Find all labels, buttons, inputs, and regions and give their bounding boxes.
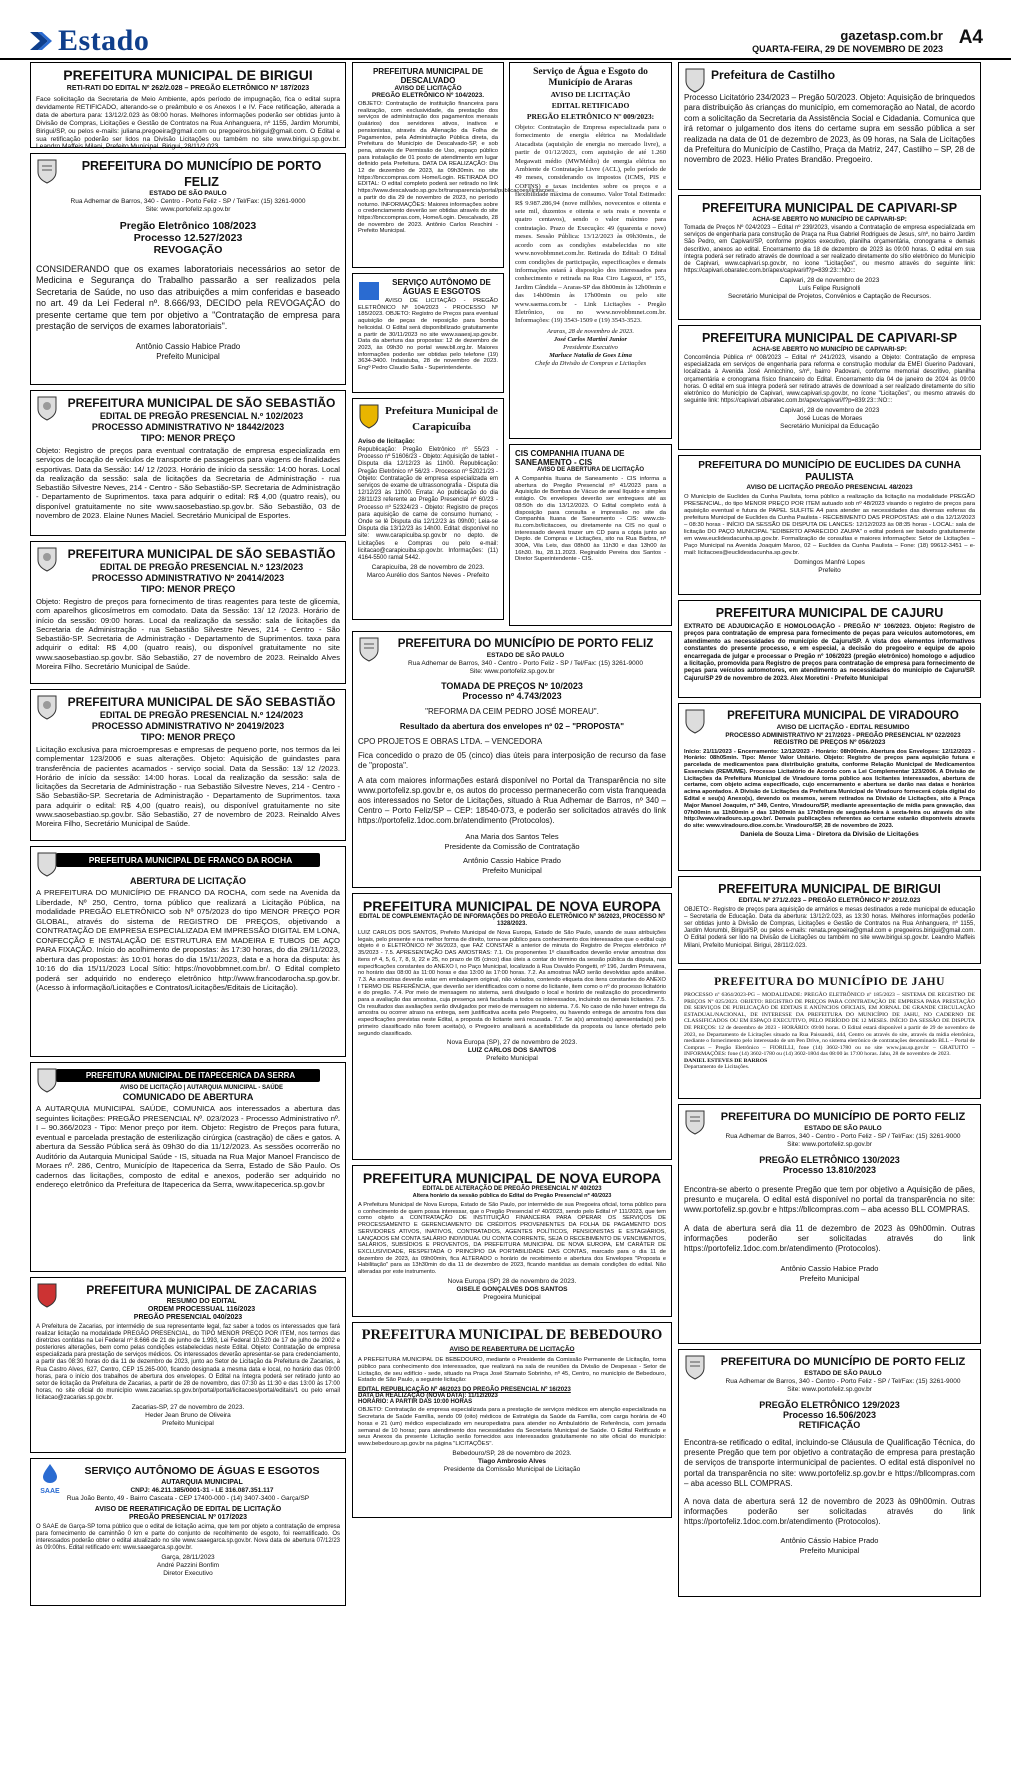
ad-title: PREFEITURA DO MUNICÍPIO DE JAHU: [714, 976, 945, 988]
ad-date: Capivari, 28 de novembro de 2023: [779, 277, 880, 285]
ad-signer: Tiago Ambrosio Alves: [477, 1457, 547, 1465]
ad-signer-role: Presidente da Comissão Municipal de Licitação: [443, 1465, 581, 1473]
ad-line-1: ACHA-SE ABERTO NO MUNICÍPIO DE CAPIVARI-SP:: [752, 216, 907, 223]
ad-date: Nova Europa (SP) 28 de novembro de 2023.: [447, 1277, 577, 1285]
ad-line-3: DATA DA REALIZAÇÃO (NOVA DATA): 11/12/2023: [358, 1393, 498, 1400]
ad-title: PREFEITURA MUNICIPAL DE BEBEDOURO: [361, 1327, 663, 1343]
ad-line-1: AUTARQUIA MUNICIPAL: [161, 1479, 243, 1486]
saae-logo: [36, 1463, 64, 1495]
ad-line-1: EDITAL DE PREGÃO PRESENCIAL N.º 124/2023: [99, 710, 304, 720]
ad-title: PREFEITURA MUNICIPAL DE CAPIVARI-SP: [701, 201, 958, 215]
ad-body: Objeto: Contratação de Empresa especializada para o fornecimento de energia elétrica na Modalidade Atacadista (aquisição de energia no mercado livre), a partir de 01/12/2023, com aquisição de até 1.260 Megawatt médio (MWMédio) de energia elétrica no Ambiente de Contratação Livre (ACL), pelo período de 49 meses, considerando os impostos (ICMS, PIS e COFINS) e taxas incidentes sobre os preços e a flexibilidade máxima de consumo. Valor Total Estimado: R$ 9.987.286,94 (nove milhões, novecentos e oitenta e sete mil, duzentos e oitenta e seis reais e noventa e quatro centavos), sendo o valor máximo para contratação. Prazo de Execução: 49 (quarenta e nove) meses. Sessão Pública: 13/12/2023 às 09h30min., de acordo com as condições estabelecidas no site www.novobbmnet.com.br. Retirada do Edital: O Edital com condições de participação, especificações e demais informações estará à disposição dos interessados para conhecimento e retirada na Rua Ciro Lagazzi, nº 155, Jardim Cândida – Araras-SP das 8h00min às 12h00min e das 14h00min às 17h00min ou pelo site www.saema.com.br - Link Licitações - Pregão Eletrônico, ou no www.novobbmnet.com.br. Informações: (19) 3543-1509 e (19) 3543-3523.: [515, 124, 666, 325]
ad-paragraph-1: Fica concedido o prazo de 05 (cinco) dias úteis para interposição de recurso da fase de "proposta".: [358, 751, 666, 770]
ad-line-1: AVISO DE LICITAÇÃO PREGÃO PRESENCIAL 48/2023: [746, 484, 913, 491]
ad-porto-feliz-4: [678, 1349, 981, 1597]
ad-line-1: AVISO DE REABERTURA DE LICITAÇÃO: [449, 1346, 575, 1353]
ad-line-2: PREGÃO ELETRÔNICO Nº 104/2023.: [371, 92, 485, 99]
ad-signer-role: Prefeito Municipal: [156, 352, 220, 362]
ad-signer-2-role: Prefeito Municipal: [482, 866, 542, 875]
ad-line-2: Altera horário da sessão pública do Edital do Pregão Presencial nº 40/2023: [412, 1193, 612, 1199]
ad-castilho: [678, 62, 981, 190]
coat-of-arms-icon: [36, 1067, 58, 1093]
section-title: Estado: [58, 24, 150, 57]
ad-body: Processo Licitatório 234/2023 – Pregão 50/2023. Objeto: Aquisição de brinquedos para distribuição às crianças do município, em comemoração ao Natal, de acordo com a solicitação da Secretaria da Assistência Social e Cidadania. Comunica que irá retomar o julgamento dos itens do certame supra em sessão pública a ser realizada na data de 01 de dezembro de 2023, às 09 horas, na Sala de Licitações da Prefeitura do Município de Castilho, Praça da Matriz, 247, Castilho – SP, 28 de novembro de 2023. Hélio Prates Brandão. Pregoeiro.: [684, 93, 975, 165]
ad-state: ESTADO DE SÃO PAULO: [486, 652, 565, 659]
edition-date: QUARTA-FEIRA, 29 DE NOVEMBRO DE 2023: [752, 44, 943, 54]
ad-cajuru: [678, 600, 981, 698]
ad-line-2: Processo 12.527/2023: [133, 232, 243, 244]
ad-address: Rua Adhemar de Barros, 340 - Centro - Porto Feliz - SP / Tel/Fax: (15) 3261-9000: [725, 1133, 961, 1140]
coat-of-arms-icon: [36, 395, 58, 421]
ad-euclides-da-cunha: [678, 455, 981, 595]
ad-sao-sebastiao-1: [30, 390, 346, 536]
coat-of-arms-icon: [36, 851, 58, 877]
ad-line-3: REVOGAÇÃO: [153, 244, 223, 256]
ad-line-1: ACHA-SE ABERTO NO MUNICÍPIO DE CAPIVARI-SP:: [752, 346, 907, 353]
ad-line-2: PROCESSO ADMINISTRATIVO Nº 217/2023 - PREGÃO PRESENCIAL Nº 022/2023: [725, 731, 961, 739]
ad-signer-role: Prefeito Municipal: [486, 1055, 538, 1063]
ad-body: Republicação: Pregão Eletrônico nº 55/23 - Processo nº 51606/23 - Objeto: Aquisição de tablet - Disputa dia 12/12/23 às 11h00. Republicação: Pregão Eletrônico nº 56/23 - Processo nº 52021/23 - Objeto: Contratação de empresa especializada em serviços de exame de ultrassonografia - Disputa dia 12/12/23 às 11h00. Errata: Ao publicação do dia 28/11/23 referente ao Pregão Presencial nº 60/23 - Processo nº 52324/23 - Objeto: Registro de preços para aquisição de carne de consumo humano; - Onde se lê Disputa dia 12/12/23 às 09h00; Leia-se Disputa dia 13/12/23 às 14h00. Edital: disponível no site: www.carapicuiba.sp.gov.br no depto. de Licitações e Compras ou pelo e-mail: licitacao@carapicuiba.sp.gov.br. Informações: (11) 4164-5500 ramal 5442.: [358, 447, 498, 562]
ad-line-2: PROCESSO ADMINISTRATIVO Nº 18442/2023: [91, 422, 285, 432]
ad-signer-role: Prefeito: [818, 566, 841, 574]
ad-date: Capivari, 28 de novembro de 2023: [779, 407, 880, 415]
ad-paragraph-2: A data de abertura será dia 11 de dezembro de 2023 às 09h00min. Outras informações poderão ser solicitadas através do link https://portofeliz.1doc.com.br/atendimento (Protocolos).: [684, 1223, 975, 1254]
ad-title: ABERTURA DE LICITAÇÃO: [130, 876, 246, 886]
ad-title: PREFEITURA MUNICIPAL DE VIRADOURO: [727, 710, 959, 722]
ad-line-3: PREGÃO ELETRÔNICO Nº 009/2023:: [526, 112, 655, 121]
ad-line-1: RESUMO DO EDITAL: [166, 1298, 237, 1305]
ad-site: Site: www.portofeliz.sp.gov.br: [469, 668, 555, 675]
ad-line-1: AVISO DE LICITAÇÃO: [394, 85, 462, 92]
ad-result: Resultado da abertura dos envelopes nº 02 – "PROPOSTA": [399, 722, 625, 731]
ad-paragraph-1: Encontra-se aberto o presente Pregão que tem por objetivo a Aquisição de pães, presunto e muçarela. O edital está disponível no portal da transparência no site: www.portofeliz.sp.gov.br e https://bllcompras.com – aba acesso BLL COMPRAS.: [684, 1185, 975, 1215]
ad-title: Serviço de Água e Esgoto do Município de Araras: [533, 67, 648, 88]
ad-line-4: HORÁRIO: A PARTIR DAS 10:00 HORAS: [358, 1399, 473, 1406]
ad-body-1: A PREFEITURA MUNICIPAL DE BEBEDOURO, mediante o Presidente da Comissão Permanente de Licitação, torna público para conhecimento dos interessados, que realizará na sala de reuniões da Divisão de Despesas - Setor de Licitação, de seu edifício - sede, situado na Praça José Stamato Sobrinho, nº 45, Centro, no município de Bebedouro, Estado de São Paulo, a seguinte licitação:: [358, 1357, 666, 1384]
ad-signer-2: Antônio Cassio Habice Prado: [463, 856, 561, 865]
ad-body: Licitação exclusiva para microempresas e empresas de pequeno porte, nos termos da lei complementar 123/2006 e suas alterações. Objeto: Aquisição de guindastes para transferência de pacientes acamados - serviço social. Data da Sessão: 13/ 12 /2023. Horário de início da sessão: 14:00 horas. Local da realização da sessão: sala de licitações da Secretaria de Administração - rua Sebastião Silvestre Neves, 214 - Centro - São Sebastião-SP. Secretaria de Administração - Departamento de Suprimentos. taxa para adquirir o edital: R$ 4,00 (quatro reais), ou disponível gratuitamente no site www.saosebastiao.sp.gov.br. São Sebastião, 27 de novembro de 2023. Reinaldo Alves Moreira Filho, Secretário Municipal de Saúde.: [36, 745, 340, 829]
ad-nova-europa-1: [352, 893, 672, 1160]
ad-body: PROCESSO nº 6364/2023-PG – MODALIDADE: PREGÃO ELETRÔNICO nº 185/2023 – SISTEMA DE REGISTRO DE PREÇOS Nº 025/2023. OBJETO: REGISTRO DE PREÇOS PARA CONTRATAÇÃO DE EMPRESA PARA PRESTAÇÃO DE SERVIÇOS DE PUBLICAÇÃO DE EDITAIS E ANÚNCIOS OFICIAIS, EM JORNAL DE GRANDE CIRCULAÇÃO ESTADUAL/NACIONAL, DE INTERESSE DA PREFEITURA DO MUNICÍPIO DE JAHU, NO CADERNO DE CLASSIFICADOS OU EM ESPAÇO EXECUTIVO, PELO PERÍODO DE 12 MESES. INÍCIO DA SESSÃO DE DISPUTA DE PREÇOS: 12 de dezembro de 2023 - HORÁRIO: 09:00 horas. O Edital estará disponível a partir de 29 de novembro de 2023, no Departamento de Licitações situado na Rua Paissandú, 444, Centro ou através do site, através da mídia eletrônica, mediante o fornecimento pelo interessado de um Pen Drive, no sistema eletrônico de contratações denominado BLL – Portal de Compras – Pregão Eletrônico – FIORILLI, fone (14) 3602-1780 ou no site www.jau.sp.gov.br – GRATUITO – INFORMAÇÕES: fone (14) 3602-1780 ou (14) 3602-1804 das 08:00 às 17:00 horas. Jahu, 28 de novembro de 2023.: [684, 992, 975, 1058]
ad-line-2: PROCESSO ADMINISTRATIVO Nº 20419/2023: [91, 721, 285, 731]
column-2-narrow-left: [352, 62, 556, 631]
ad-address: Rua Adhemar de Barros, 340 - Centro - Porto Feliz - SP / Tel/Fax: (15) 3261-9000: [408, 660, 643, 667]
ad-state: ESTADO DE SÃO PAULO: [149, 190, 227, 197]
ad-small: AVISO DE LICITAÇÃO | AUTARQUIA MUNICIPAL - SAÚDE: [119, 1085, 283, 1091]
ad-body: Tomada de Preços Nº 024/2023 – Edital nº 239/2023, visando a Contratação de empresa especializada em serviços de engenharia para construção de Praça na Rua Gabriel Rodrigues de Jesus, s/nº, no bairro Jardim São Pedro, em Capivari/SP, conforme projetos executivo, planilha orçamentária, cronograma e demais descritivo, anexos ao edital. Encerramento dia 18 de dezembro de 2023 às 09:00 horas. O edital em sua íntegra poderá ser retirado através de download a ser realizado diretamente do sítio eletrônico do Município de Capivari, www.capivari.sp.gov.br, no ícone "Licitações", ou mesmo através do seguinte link: https://capivari.obaratec.com.br/apex/capivari/f?p=839:23:::NO:::: [684, 225, 975, 275]
ad-paragraph-1: Encontra-se retificado o edital, incluindo-se Cláusula de Qualificação Técnica, do presente Pregão que tem por objetivo a contratação de empresa para prestação de serviços de transporte intermunicipal de pacientes. O edital está disponível no portal da transparência no site: www.portofeliz.sp.gov.br e https://bllcompras.com – aba acesso BLL COMPRAS.: [684, 1438, 975, 1488]
ad-head-2: PREGÃO PRESENCIAL Nº 017/2023: [129, 1514, 247, 1521]
ad-line-1: PREGÃO ELETRÔNICO 129/2023: [759, 1400, 900, 1410]
ad-body: A Companhia Ituana de Saneamento - CIS informa a abertura do Pregão Presencial nº 41/2023 para a Aquisição de Bombas de Vácuo de areal líquido e simples estágio. Os envelopes deverão ser entregues até as 08:50h do dia 13/12/2023. O Edital completo está à disposição para consulta e impressão no site da Companhia Ituana de Saneamento - CIS: www.cis-itu.com.br/licitacoes, ou diretamente na CIS no qual o interessado deverá trazer um CD para a cópia junto ao Depto. de Compras e Licitações, sito na Rua Barbra, nº 300A, Vila Leis, das 08h00 às 11h30 e das 13h00 às 16h30. Itu, 28.11.2023. Reginaldo Pereira dos Santos - Diretor Superintendente - CIS.: [515, 476, 666, 563]
ad-head: AVISO DE REERATIFICAÇÃO DE EDITAL DE LICITAÇÃO: [94, 1506, 282, 1513]
ad-title: CIS COMPANHIA ITUANA DE SANEAMENTO - CIS: [515, 449, 625, 467]
ad-signer: GISELE GONÇALVES DOS SANTOS: [456, 1285, 568, 1293]
ad-body: A PREFEITURA DO MUNICÍPIO DE FRANCO DA ROCHA, com sede na Avenida da Liberdade, Nº 250, Centro, torna público que realizará a Licitação Pública, na modalidade PREGÃO ELETRÔNICO sob Nº 075/2023 do tipo MENOR PREÇO POR GLOBAL, através do sistema de REGISTRO DE PREÇOS, objetivando a CONTRATAÇÃO DE EMPRESA ESPECIALIZADA EM IMPRESSÃO DIGITAL EM LONA, CONFECÇÃO E INSTALAÇÃO DE ESTRUTURA EM MADEIRA E TUBOS DE AÇO PARA FIXAÇÃO. Início do acolhimento de propostas: às 17:30 horas, do dia 29/11/2023, abertura das propostas: às 10:01 horas do dia 15/11/2023, data e a hora da disputa: às 10:16 do dia 15/11/2023 Local Sítio: https://novobbmnet.com.br/. O Edital completo poderá ser adquirido no endereço eletrônico http://www.francodarocha.sp.gov.br. (Acesso à informação/Licitações e Contratos/Licitações/Editais de Licitação).: [36, 888, 340, 992]
ad-date: Garça, 28/11/2023: [161, 1554, 215, 1562]
ad-subtitle: RETI-RATI DO EDITAL Nº 262/2.028 – PREGÃO ELETRÔNICO Nº 187/2023: [66, 85, 310, 92]
ad-jahu: [678, 969, 981, 1099]
ad-date: Carapicuíba, 28 de novembro de 2023.: [371, 564, 485, 572]
ad-body: O Município de Euclides da Cunha Paulista, torna público a realização da licitação na modalidade PREGÃO PRESENCIAL, do tipo MENOR PREÇO POR ITEM autuado sob nº 48/2023 visando o registro de preços para aquisição eventual e futura de PAPEL SULFITE A4 para atender as necessidades das diversas esferas da prefeitura Municipal de Euclides da Cunha Paulista - RECEBIMENTO DAS PROPOSTAS: até o dia 12/12/2023 – 08:30 horas - INÍCIO DA SESSÃO DE DISPUTA DE LANCES: 12/12/2023 às 08:35 horas - LOCAL: sala de licitação DO PAÇO MUNICIPAL "EDIBERTO APARECIDO ZAUPA" o edital poderá ser baixado gratuitamente em www.euclidesdacunha.sp.gov.br. Formalização de consultas e maiores informações: Setor de Licitações – Paço Municipal na Avenida Joaquim Maroo, 02 – Euclides da Cunha Paulista – Fone: (18) 99612-3451 – e-mail: licitacoes@euclidesdacunha.sp.gov.br.: [684, 493, 975, 556]
ad-title: Prefeitura Municipal de Carapicuíba: [385, 405, 498, 433]
ad-cis-itu: [509, 444, 672, 626]
ad-signer-1-role: Presidente Executivo: [563, 343, 618, 351]
ad-body: Início: 21/11/2023 - Encerramento: 12/12/2023 - Horário: 08h00min. Abertura dos Envelopes: 12/12/2023 - Horário: 08h05min. Tipo: Menor Valor Unitário. Objeto: Registro de preços para aquisição futura e parcelada de medicamentos para distribuição gratuita, conforme Relação Municipal de Medicamentos Essenciais (REMUME). Processo Licitatório de Acordo com a Lei Complementar 123/2006. A Divisão de Licitações da Prefeitura Municipal de Viradouro torna público aos licitantes interessados, abertura de certame, com objeto acima especificado, cujo encerramento e abertura se darão nas datas e horários acima apontados. A Divisão de Licitações da Prefeitura Municipal de Viradouro fornecerá cópia digital do Edital e seu(s) Anexo(s), devendo os mesmos, serem retirados na Divisão de Licitações, sito à Praça Major Manoel Joaquim, nº 349, Centro, Viradouro/SP, mediante apresentação de mídia para gravação, das 07h00min as 11h00min e das 13h00min às 17h00min de segunda-feira à sexta-feira ou através do site http://www.viradouro.sp.gov.br/. Demais publicações referentes ao certame estarão disponíveis através do site: www.viradouro.dioe.com.br. Viradouro/SP, 28 de novembro de 2023.: [684, 748, 975, 830]
ad-line-3: REGISTRO DE PREÇOS Nº 056/2023: [773, 739, 886, 746]
coat-of-arms-icon: [358, 403, 380, 429]
ad-capivari-2: [678, 325, 981, 450]
ad-paragraph-2: A ata com maiores informações estará disponível no Portal da Transparência no site www.portofeliz.sp.gov.br e, os autos do processo permanecerão com vista franqueada aos interessados no Setor de Licitações, situado à Rua Adhemar de Barros, nº 340 – Centro – Porto Feliz/SP – CEP: 18540-073, e poderão ser solicitados através do link https://portofeliz.1doc.com.br/atendimento (Protocolos).: [358, 776, 666, 825]
column-3: [678, 62, 981, 1602]
ad-title: PREFEITURA MUNICIPAL DE ZACARIAS: [86, 1283, 317, 1297]
ad-body: A AUTARQUIA MUNICIPAL SAÚDE, COMUNICA aos interessados a abertura das seguintes licitações: PREGÃO PRESENCIAL Nº. 023/2023 - Processo Administrativo nº. I – 90.366/2023 - Tipo: Menor preço por item. Objeto: Registro de Preços para futura, eventual e parcelada prestação de esterilização cirúrgica (castração) de cães e gatos. A abertura da Sessão Pública será às 09h30 do dia 11/12/2023. As sessões ocorrerão no Auditório da Autarquia Municipal Saúde - IS, situada na Rua Major Manoel Francisco de Moraes nº. 286, Centro, Município de Itapecerica da Serra, Estado de São Paulo. Os cadernos das licitações, composto de edital e anexos, poderão ser adquirido no endereço eletrônico da Prefeitura de Itapecerica da Serra, www.itapecerica.sp.gov.br: [36, 1104, 340, 1189]
ad-signer: Heder Jean Bruno de Oliveira: [145, 1412, 231, 1420]
ad-line-1: EDITAL DE PREGÃO PRESENCIAL N.º 123/2023: [99, 562, 304, 572]
ad-line-3: PREGÃO PRESENCIAL 040/2023: [133, 1314, 243, 1321]
column-2: [352, 62, 672, 1523]
ad-line-2: Processo 16.506/2023: [782, 1410, 877, 1420]
ad-itapecerica: [30, 1062, 346, 1272]
ad-title: PREFEITURA MUNICIPAL DE BIRIGUI: [718, 882, 941, 896]
ad-title: PREFEITURA MUNICIPAL DE BIRIGUI: [63, 67, 313, 83]
site-url[interactable]: gazetasp.com.br: [840, 28, 943, 43]
ad-line-1: AVISO DE LICITAÇÃO - EDITAL RESUMIDO: [776, 724, 910, 731]
ad-signer: André Pazzini Bonfim: [156, 1562, 220, 1570]
ad-address: Rua Adhemar de Barros, 340 - Centro - Porto Feliz - SP / Tel/Fax: (15) 3261-9000: [70, 198, 306, 205]
ad-carapicuiba: [352, 398, 504, 620]
ad-title: COMUNICADO DE ABERTURA: [122, 1092, 254, 1102]
ad-signer: José Lucas de Moraes: [796, 415, 863, 423]
column-2-top-row: [352, 62, 672, 631]
ad-signer-1-role: Presidente da Comissão de Contratação: [444, 842, 580, 851]
ad-nova-europa-2: [352, 1165, 672, 1317]
ad-signer: Antônio Cassio Habice Prado: [780, 1264, 879, 1274]
ad-site: Site: www.portofeliz.sp.gov.br: [787, 1141, 872, 1148]
ad-title: PREFEITURA DO MUNICÍPIO DE PORTO FELIZ: [720, 1356, 966, 1368]
ad-line-2: EDITAL RETIFICADO: [551, 101, 630, 110]
ad-title: PREFEITURA DO MUNICÍPIO DE PORTO FELIZ: [81, 159, 322, 189]
ad-line-3: TIPO: MENOR PREÇO: [140, 584, 236, 594]
ad-title: PREFEITURA MUNICIPAL DE SÃO SEBASTIÃO: [67, 547, 336, 561]
column-1: [30, 62, 346, 1611]
ad-body: A Prefeitura de Zacarias, por intermédio de sua representante legal, faz saber a todos os interessados que fará realizar licitação na modalidade PREGÃO PRESENCIAL, do TIPO MENOR PREÇO POR ITEM, nos termos das diretrizes contidas na Lei Federal nº 8.666 de 21 de junho de 1.993, Lei Federal 10.520 de 17 de julho de 2002 e posteriores alterações, bem como pelas condições estabelecidas neste Edital. Objeto: Contratação de empresa especializada para prestação de serviços médicos. Os interessados deverão apresentar-se para credenciamento, a partir das 08:30 horas do dia 11 de dezembro de 2023, junto ao Setor de Licitação da Prefeitura de Zacarias, à Rua Castro Alves, 627, Centro, CEP 15.265-000, ficando designada a mesma data e local, no horário das 09:00 horas, para o início dos trabalhos de abertura dos envelopes. O Edital na íntegra poderá ser retirado junto ao setor de licitação da Prefeitura de Zacarias, a partir de 28 de novembro, das 07:30 às 11:30 e das 13:00 às 17:00 horas, no site oficial do município www.zacarias.sp.gov.br/portal/portal/licitacoes/portal/editais/1 ou pelo email licitacao@zacarias.sp.gov.br.: [36, 1324, 340, 1401]
ad-signer: LUIZ CARLOS DOS SANTOS: [467, 1047, 557, 1055]
ad-franco-da-rocha: [30, 846, 346, 1057]
ad-quote: "REFORMA DA CEIM PEDRO JOSÉ MOREAU".: [425, 707, 599, 716]
ad-saae-garca: [30, 1458, 346, 1606]
ad-bebedouro: [352, 1322, 672, 1518]
ad-body: Objeto: Registro de preços para fornecimento de tiras reagentes para teste de glicemia, com aparelhos glicosímetros em comodato. Data da Sessão: 13/ 12 /2023. Horário de início da sessão: 09:00 horas. Local da realização da sessão: sala de licitações da Secretaria de Administração - rua Sebastião Silvestre Neves, 214 - Centro - São Sebastião-SP. Secretaria de Administração - Departamento de Suprimentos. taxa para adquirir o edital: R$ 4,00 (quatro reais), ou disponível gratuitamente no site www.saosebastiao.sp.gov.br. São Sebastião, 27 de novembro de 2023. Reinaldo Alves Moreira Filho. Secretário Municipal de Saúde.: [36, 597, 340, 672]
ad-signer-role: Prefeito Municipal: [799, 1274, 860, 1284]
ad-line-1: AVISO DE ABERTURA DE LICITAÇÃO: [536, 467, 644, 473]
ad-sao-sebastiao-3: [30, 689, 346, 841]
ad-signer: Luís Felipe Rusignolli: [798, 285, 861, 293]
ad-line-1: EDITAL DE PREGÃO PRESENCIAL N.º 102/2023: [99, 411, 304, 421]
ad-body: CONSIDERANDO que os exames laboratoriais necessários ao setor de Medicina e Segurança do Trabalho passarão a ser realizados pela Secretaria de Saúde, no uso das atribuições a mim conferidas e baseado no art. 49 da Lei Federal nº. 8.666/93, DECIDO pela REVOGAÇÃO do presente certame que tem por objetivo a "Contratação de empresa para prestação de serviços de exames laboratoriais".: [36, 264, 340, 332]
coat-of-arms-icon: [684, 708, 706, 734]
ad-signer: Antônio Cássio Habice Prado: [780, 1535, 879, 1545]
ad-line-2: EDITAL REPUBLICAÇÃO Nº 46/2023 DO PREGÃO PRESENCIAL Nº 16/2023: [358, 1387, 571, 1394]
ad-body: O SAAE de Garça-SP torna público que o edital de licitação acima, que tem por objeto a contratação de empresa para fornecimento de caminhão 0 km e parte do conjunto de recolhimento de esgoto, foi reerratificado. Os interessados poderão obter o edital atualizado no site www.saaegarca.sp.gov.br. Nova data de abertura 07/12/23 às 09:00hs. Edital retificado em: www.saaegarca.sp.gov.br.: [36, 1524, 340, 1552]
ad-porto-feliz-1: [30, 153, 346, 385]
ad-line-1: EDITAL DE ALTERAÇÃO DE PREGÃO PRESENCIAL Nº 40/2023: [422, 1186, 602, 1192]
ad-date: Araras, 28 de novembro de 2023.: [547, 327, 634, 335]
ad-title: PREFEITURA DO MUNICÍPIO DE PORTO FELIZ: [720, 1111, 966, 1123]
ad-descalvado: [352, 62, 556, 268]
ad-line-3: TIPO: MENOR PREÇO: [140, 732, 236, 742]
ad-signer: Domingos Manfré Lopes: [794, 558, 865, 566]
page-header: [0, 0, 1011, 60]
ad-signer-2: Marluce Natalia de Goes Lima: [549, 351, 632, 359]
ad-band: PREFEITURA MUNICIPAL DE FRANCO DA ROCHA: [56, 853, 320, 867]
ad-state: ESTADO DE SÃO PAULO: [804, 1125, 882, 1132]
ad-title: PREFEITURA MUNICIPAL DE SÃO SEBASTIÃO: [67, 695, 336, 709]
saae-logo-icon: [358, 278, 380, 304]
ad-title: PREFEITURA MUNICIPAL DE DESCALVADO: [372, 67, 484, 85]
saae-logo-text: SAAE: [40, 1488, 60, 1495]
ad-body-2: OBJETO: Contratação de empresa especializada para a prestação de serviços médicos em atenção especializada na Secretaria de Saúde Família, sendo 09 (oito) médicos de Estratégia da Saúde da Família, com carga horária de 40 horas e 21 (um) médico especializado em neuropediatra para atender no Ambulatório de Referência, com jornada semanal de 10 horas; para atendimento dos necessidades da Secretaria Municipal de Saúde. O Edital Retificado e seus Anexos da presente Licitação serão fornecidos aos interessados gratuitamente no site oficial do município: www.bebedouro.sp.gov.br na página "LICITAÇÕES".: [358, 1407, 666, 1448]
coat-of-arms-icon: [684, 67, 706, 93]
coat-of-arms-icon: [36, 694, 58, 720]
ad-band: PREFEITURA MUNICIPAL DE ITAPECERICA DA SERRA: [56, 1069, 320, 1082]
ad-signer: Marco Aurélio dos Santos Neves - Prefeito: [366, 572, 490, 580]
ad-date: Zacarias-SP, 27 de novembro de 2023.: [131, 1404, 245, 1412]
water-drop-icon: [39, 1463, 61, 1483]
ad-address: Rua João Bento, 49 - Bairro Cascata - CEP 17400-000 - (14) 3407-3400 - Garça/SP: [66, 1495, 310, 1502]
ad-signer-role: Secretário Municipal da Educação: [780, 423, 879, 431]
ad-birigui-2: [678, 876, 981, 964]
ad-line-1: AVISO DE LICITAÇÃO: [550, 90, 631, 99]
page-number: A4: [958, 27, 983, 48]
ad-line-1: TOMADA DE PREÇOS Nº 10/2023: [441, 681, 583, 691]
ad-title: PREFEITURA DO MUNICÍPIO DE PORTO FELIZ: [397, 638, 654, 650]
ad-body: EXTRATO DE ADJUDICAÇÃO E HOMOLOGAÇÃO - PREGÃO Nº 106/2023. Objeto: Registro de preços para contratação de empresa para fornecimento de peças para veículos automotores, em atendimento as necessidades do município de Cajuru/SP. A vista dos elementos informativos constantes do presente processo, e em especial, a decisão do pregoeiro e equipe de apoio encarregada de julgar e processar o Pregão nº 106/2023 (pregão eletrônico) homologo e adjudico a licitação, promovida para Registro de preços para contratação de empresa para fornecimento de peças para veículos automotores, em atendimento as necessidades do município de Cajuru/SP. Cajuru/SP 29 de novembro de 2023. Alex Moretini - Prefeito Municipal: [684, 623, 975, 682]
ad-line-2: Processo 13.810/2023: [782, 1165, 877, 1175]
coat-of-arms-icon: [36, 158, 58, 184]
ad-signer: Daniela de Souza Lima - Diretora da Divisão de Licitações: [740, 831, 919, 839]
section-arrow-icon: [30, 30, 52, 52]
ad-signer-2-role: Chefe da Divisão de Compras e Licitações: [534, 359, 647, 367]
ad-line-2: PROCESSO ADMINISTRATIVO Nº 20414/2023: [91, 573, 285, 583]
ad-saae-indaiatuba: [352, 273, 504, 393]
ad-signer: DANIEL ESTEVES DE BARROS: [684, 1057, 768, 1064]
ad-signer-role: Departamento de Licitações.: [684, 1063, 750, 1070]
ad-title: PREFEITURA MUNICIPAL DE CAJURU: [715, 606, 944, 620]
ad-body: Face solicitação da Secretaria de Meio Ambiente, após período de impugnação, fica o edital supra devidamente RETIFICADO, alterando-se o preâmbulo e os Anexos I e IV. Face retificação, alterada a data de abertura para: 13/12/2.023 às 08:00 horas. Melhores informações poderão ser obtidas junto à Divisão de Compras, Licitações e Gestão de Contratos na Rua Anhanguera, nº 1155, Jardim Morumbi, Birigui/SP, ou pelos e-mails: juliana.pregoeira@gmail.com ou pregoeiros.birigui@gmail.com. O Edital e sua retificação poderão ser lidos na Divisão Licitações ou também no site www.birigui.sp.gov.br. Leandro Maffeis Milani, Prefeito Municipal. Birigui, 28/11/2.023.: [36, 96, 340, 151]
ad-signer-1: José Carlos Martini Junior: [553, 335, 628, 343]
ad-paragraph-2: A nova data de abertura será 12 de novembro de 2023 às 09h00min. Outras informações poderão ser solicitadas através do link https://portofeliz.1doc.com.br/atendimento (Protocolos).: [684, 1497, 975, 1527]
ad-title: SERVIÇO AUTÔNOMO DE ÁGUAS E ESGOTOS: [392, 278, 491, 296]
ad-signer: Antônio Cassio Habice Prado: [135, 342, 241, 352]
ad-address: Rua Adhemar de Barros, 340 - Centro - Porto Feliz - SP / Tel/Fax: (15) 3261-9000: [725, 1378, 961, 1385]
ad-line-1: Aviso de licitação:: [358, 438, 415, 445]
ad-viradouro: [678, 703, 981, 871]
coat-of-arms-icon: [36, 546, 58, 572]
ad-body: AVISO DE LICITAÇÃO - PREGÃO ELETRÔNICO Nº 104/2023 - PROCESSO Nº 185/2023. OBJETO: Registro de Preços para eventual aquisição de peças de reposição para bomba helicoidal. O Edital será disponibilizado gratuitamente a partir de 30/11/2023 no site www.saaesj.sp.gov.br. Data da abertura das propostas: 12 de dezembro de 2023, às 09h30 no portal www.bll.org.br. Maiores informações poderão ser obtidas pelo telefone (19) 3634-3400. Indaiatuba, 28 de novembro de 2023. Engº Pedro Claudio Salla - Superintendente.: [358, 298, 498, 372]
ad-line-1: Pregão Eletrônico 108/2023: [119, 220, 257, 232]
ad-title: PREFEITURA MUNICIPAL DE NOVA EUROPA: [362, 898, 662, 914]
ad-sao-sebastiao-2: [30, 541, 346, 684]
ad-line-2: Processo nº 4.743/2023: [462, 691, 562, 701]
ad-line-2: CNPJ: 46.211.385/0001-31 - I.E 316.087.351.117: [130, 1487, 274, 1494]
coat-of-arms-icon: [684, 1109, 706, 1135]
ad-signer-role: Prefeito Municipal: [162, 1420, 214, 1428]
ad-body: OBJETO: Contratação de instituição financeira para realização, com exclusividade, da prestação dos serviços de administração dos pagamentos mensais (salários) dos servidores ativos, inativos e pensionistas, através da Alienação da Folha de Pagamentos, pela Administração Pública direta, da Prefeitura do Município de Descalvado-SP, e sob pena, através de Permissão de Uso, espaço público para instalação de 01 posto de atendimento em lugar definido pela Prefeitura. DATA DA REALIZAÇÃO: Dia 12 de dezembro de 2023, às 09h30min. no site https://bnccompras.com Home/Login. RETIRADA DO EDITAL: O edital completo poderá ser retirado no link https://www.descalvado.sp.gov.br/transparencia/portal/publicacoes/licitacoes, a partir do dia 29 de novembro de 2023, no período noturno. INFORMAÇÕES: Maiores informações sobre o credenciamento deverão ser obtidas através do site https://bnccompras.com, Home/Login. Descalvado, 28 de novembro de 2023. Antônio Carlos Reschini - Prefeito Municipal.: [358, 101, 556, 235]
ad-body: OBJETO:- Registro de preços para aquisição de armários e mesas destinados a rede municipal de educação – Secretaria de Educação. Data da abertura: 13/12/2.023, as 13:30 horas. Melhores informações poderão ser obtidas junto à Divisão de Compras, Licitações e Gestão de Contratos na Rua Anhanguera, nº 1155, Jardim Morumbi, Birigui/SP, ou pelos e-mails: renata.pregoeira@gmail.com e pregoeiros.birigui@gmail.com. O Edital poderá ser lido na Divisão de Licitações ou também no site www.birigui.sp.gov.br. Leandro Maffeis Milani, Prefeito Municipal. Birigui, 28/11/2.023.: [684, 906, 975, 949]
ad-title: PREFEITURA MUNICIPAL DE SÃO SEBASTIÃO: [67, 396, 336, 410]
ad-signer-role: Diretor Executivo: [163, 1570, 213, 1578]
ad-line-1: EDITAL Nº 271/2.023 – PREGÃO ELETRÔNICO Nº 201/2.023: [738, 897, 921, 904]
ad-site: Site: www.portofeliz.sp.gov.br: [145, 206, 231, 213]
ad-porto-feliz-2: [352, 631, 672, 888]
ad-line-3: TIPO: MENOR PREÇO: [140, 433, 236, 443]
ad-site: Site: www.portofeliz.sp.gov.br: [787, 1386, 872, 1393]
ad-line-3: RETIFICAÇÃO: [798, 1420, 861, 1430]
ad-winner: CPO PROJETOS E OBRAS LTDA. – VENCEDORA: [358, 737, 543, 746]
ad-line-1: PREGÃO ELETRÔNICO 130/2023: [759, 1155, 900, 1165]
ad-signer-1: Ana Maria dos Santos Teles: [465, 832, 559, 841]
ad-line-1: EDITAL DE COMPLEMENTAÇÃO DE INFORMAÇÕES DO PREGÃO ELETRÔNICO Nº 36/2023, PROCESSO Nº 1328/2023.: [359, 914, 665, 927]
ad-title: PREFEITURA MUNICIPAL DE CAPIVARI-SP: [701, 331, 958, 345]
coat-of-arms-icon: [684, 1354, 706, 1380]
ad-line-2: ORDEM PROCESSUAL 116/2023: [147, 1306, 256, 1313]
ad-date: Nova Europa (SP), 27 de novembro de 2023.: [446, 1039, 578, 1047]
ad-body: Objeto: Registro de preços para eventual contratação de empresa especializada em serviços de locação de veículos de transporte de passageiros para viagens de finalidades esportivas. Data da Sessão: 14/ 12 /2023. Horário de início da sessão: 14:00 horas. Local da realização da sessão: sala de licitações da Secretaria de Administração - rua Sebastião Silvestre Neves, 214 - Centro - São Sebastião-SP. Secretaria de Administração - Departamento de Suprimentos. taxa para adquirir o edital: R$ 4,00 (quatro reais), ou disponível gratuitamente no site www.saosebastiao.sp.gov.br. São Sebastião, 03 de novembro de 2023. Elaine Nunes Maciel. Secretário Municipal de Esportes.: [36, 446, 340, 521]
ad-signer-role: Prefeito Municipal: [799, 1545, 860, 1555]
ad-zacarias: [30, 1277, 346, 1453]
ad-body: LUIZ CARLOS DOS SANTOS, Prefeito Municipal de Nova Europa, Estado de São Paulo, usando de suas atribuições legais, pelo presente e na melhor forma de direito, torna-se público para conhecimento dos interessados que o edital cujo objeto é o ELETRÔNICO Nº 36/2023, que FAZ CONSTAR a anterior de minuta do Registro de Preços eletrônico nº 35/2023 - 7.5. APRESENTAÇÃO DAS AMOSTRAS: 7.1. Os proponentes 1º classificados deverão enviar amostras dos itens nº 4, 5, 6, 7, 8, 9, 22 e 25, no prazo de 05 (cinco) dias úteis a contar do término da sessão pública da disputa, nas especificações constantes do ANEXO I, no Paço Municipal, localizado à Rua Osvaldo Pongetti, nº 196, Jardim Primavera, no horário das 08:00 às 11:00 horas e das 13:00 às 17:00 horas. 7.2. As amostras NÃO serão devolvidas após análise. 7.3. As amostras deverão estar em embalagem original, não violados, contendo etiqueta dos itens constantes do ANEXO I TERMO DE REFERÊNCIA, que deverão ser identificados com o nome do licitante, item como o nº do processo licitatório e do pregão. 7.4. Por meio de mensagem no sistema, será divulgado o local e horário de realização do procedimento para a avaliação das amostras, cuja presença será facultada a todos os interessados, incluindo os demais licitantes. 7.5. Os resultados das avaliações serão divulgados por meio de mensagem no sistema. 7.6. No caso de não haver entrega da amostra ou ocorrer atraso na entrega, sem justificativa aceita pelo Pregoeiro, ou havendo entrega de amostra fora das especificações previstas neste Edital, a proposta do licitante será recusada. 7.7. Se a(s) amostra(s) apresentada(s) pelo primeiro classificado não forem aceita(s), o Pregoeiro analisará a aceitabilidade da proposta ou lance ofertado pelo segundo classificado.: [358, 930, 666, 1037]
ad-birigui-1: [30, 62, 346, 151]
ad-body: A Prefeitura Municipal de Nova Europa, Estado de São Paulo, por intermédio de sua Pregoeira oficial, torna público para o conhecimento de quem possa interessar, que o Pregão Presencial nº 40/2023, sendo pelo Edital nº 111/2023, que tem como objeto a CONTRATAÇÃO DE INSTITUIÇÃO FINANCEIRA PARA OPERAR OS SERVIÇOS DE PROCESSAMENTO E GERENCIAMENTO DE CRÉDITOS PROVENIENTES DA FOLHA DE PAGAMENTO DOS SERVIDORES ATIVOS, INATIVOS, CONTRATADOS, AGENTES POLÍTICOS, PENSIONISTAS E ESTAGIÁRIOS, LANÇADOS EM CONTA SALÁRIO INDIVIDUAL OU CONTA CORRENTE, SEJA O RECEBIMENTO DE VENCIMENTOS, SALÁRIOS, SUBSÍDIOS E PROVENTOS, DA PREFEITURA MUNICIPAL DE NOVA EUROPA, EM CARÁTER DE EXCLUSIVIDADE, RESPEITADA O PRINCÍPIO DA PORTABILIDADE DAS CONTAS, marcado para o dia 11 de dezembro de 2023, às 09h00min, fica ALTERADO o horário de recebimento e abertura dos Envelopes "Proposta e Habilitação" para as 13h30min do dia 11 de dezembro de 2023, ficando mantidas as demais condições do edital. Não alteradas por este instrumento.: [358, 1202, 666, 1276]
ad-porto-feliz-3: [678, 1104, 981, 1344]
column-2-narrow-right: [509, 62, 672, 631]
ad-state: ESTADO DE SÃO PAULO: [804, 1370, 882, 1377]
ad-title: Prefeitura de Castilho: [711, 68, 836, 82]
ad-title: PREFEITURA MUNICIPAL DE NOVA EUROPA: [362, 1170, 662, 1186]
ad-signer-role: Pregoeira Municipal: [483, 1293, 541, 1301]
ad-body: Concorrência Pública nº 008/2023 – Edital nº 241/2023, visando a Objeto: Contratação de empresa especializada em serviços de engenharia para reforma e construção modular da EMEI Guerino Padovani, localizada à Avenida José Annicchino, s/nº, bairro Padovani, conforme memorial descritivo, planilha orçamentária e cronograma físico financeiro do Edital. Encerramento dia 04 de janeiro de 2024 às 09:00 horas. O edital em sua íntegra poderá ser retirado através de download a ser realizado diretamente do sítio eletrônico do Município de Capivari, www.capivari.sp.gov.br, no ícone "Licitações", ou mesmo através do seguinte link: https://capivari.obaratec.com.br/apex/capivari/f?p=839:23:::NO:::: [684, 355, 975, 405]
ad-capivari-1: [678, 195, 981, 320]
ad-date: Bebedouro/SP, 28 de novembro de 2023.: [452, 1449, 572, 1457]
ad-signer-role: Secretário Municipal de Projetos, Convênios e Captação de Recursos.: [727, 293, 932, 301]
ad-title: PREFEITURA DO MUNICÍPIO DE EUCLIDES DA CUNHA PAULISTA: [698, 460, 961, 483]
coat-of-arms-icon: [36, 1282, 58, 1308]
ad-title: SERVIÇO AUTÔNOMO DE ÁGUAS E ESGOTOS: [84, 1465, 320, 1477]
ad-saema-araras: [509, 62, 672, 439]
coat-of-arms-icon: [358, 636, 380, 662]
